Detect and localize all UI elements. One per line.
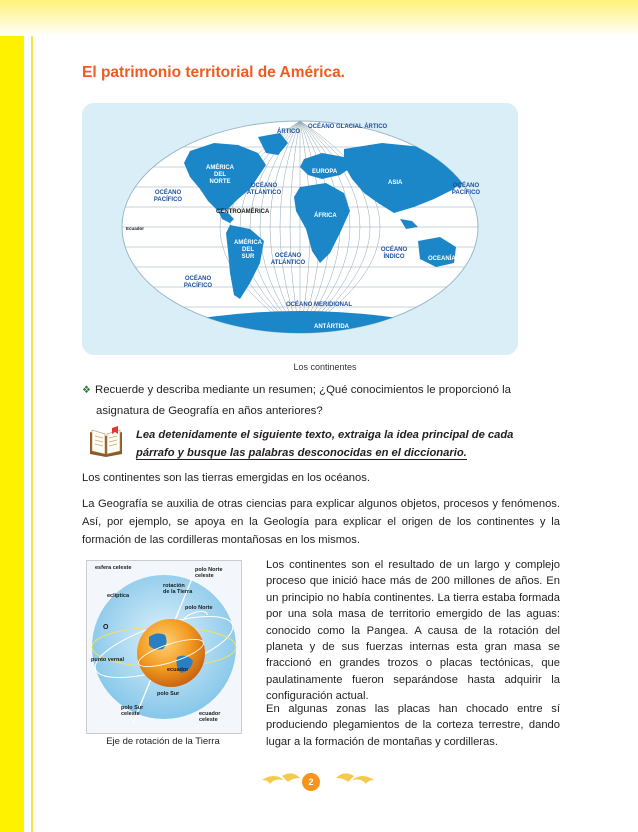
page-title: El patrimonio territorial de América. (82, 64, 345, 81)
side-strip (0, 36, 24, 832)
label-ecuador-map: Ecuador (126, 226, 145, 231)
label-america-sur: AMÉRICA DEL SUR (234, 240, 262, 260)
label-o: O (103, 624, 109, 631)
label-atlantico-s: OCÉANO ATLÁNTICO (270, 253, 306, 266)
label-punto-vernal: punto vernal (91, 657, 125, 663)
world-map (82, 103, 518, 355)
question-line-2: asignatura de Geografía en años anteriores? (96, 405, 323, 417)
label-artico: ÁRTICO (277, 129, 300, 135)
label-polo-sur-celeste: polo Sur celeste (121, 705, 144, 717)
globe-caption: Eje de rotación de la Tierra (106, 736, 220, 747)
label-polo-norte: polo Norte (185, 605, 213, 611)
paragraph-3: Los continentes son el resultado de un largo y complejo proceso que inició hace más de 200 millones de años. En un principio no había continentes. La tierra estaba formada por una sola masa de territorio emergido de las aguas: conocido como la Pangea. A causa de la rotación del planeta y de sus fuerzas internas esta gran masa se fraccionó en grandes trozos o placas tectónicas, que paulatinamente fueron separándose hasta adquirir la configuración actual. (266, 559, 560, 703)
label-centroamerica: CENTROAMÉRICA (216, 209, 270, 215)
earth-axis-figure (86, 560, 242, 734)
label-oceania: OCEANÍA (428, 256, 456, 262)
map-caption: Los continentes (293, 362, 357, 372)
instruction-line-1: Lea detenidamente el siguiente texto, extraiga la idea principal de cada (136, 429, 514, 441)
question (82, 380, 560, 421)
paragraph-4: En algunas zonas las placas han chocado entre sí produciendo plegamientos de la corteza terrestre, dando lugar a la formación de montañas y cordilleras. (266, 703, 560, 748)
page-number: 2 (302, 773, 320, 791)
label-glacial-artico: OCÉANO GLACIAL ÁRTICO (308, 124, 388, 130)
label-antartida: ANTÁRTIDA (314, 324, 349, 330)
label-rotacion: rotación de la Tierra (163, 583, 193, 595)
reading-instruction (136, 426, 560, 462)
question-line-1: Recuerde y describa mediante un resumen; ¿Qué conocimientos le proporcionó la (94, 384, 511, 396)
label-polo-sur: polo Sur (157, 691, 180, 697)
label-europa: EUROPA (312, 169, 338, 175)
label-pacifico-sw: OCÉANO PACÍFICO (183, 276, 213, 289)
open-book-icon (86, 424, 126, 458)
label-polo-norte-celeste: polo Norte celeste (195, 567, 223, 579)
paragraph-1: Los continentes son las tierras emergidas en los océanos. (82, 472, 370, 484)
label-indico: OCÉANO ÍNDICO (380, 247, 408, 260)
label-ecuador-celeste: ecuador celeste (199, 711, 221, 723)
label-ecliptica: eclíptica (107, 593, 130, 599)
top-banner (0, 0, 638, 36)
instruction-line-2: párrafo y busque las palabras desconocidas en el diccionario. (136, 447, 467, 459)
label-asia: ASIA (388, 180, 403, 186)
label-africa: ÁFRICA (314, 213, 337, 219)
label-esfera-celeste: esfera celeste (95, 565, 132, 571)
side-line (31, 36, 33, 832)
world-map-graphic (82, 103, 518, 355)
label-ecuador: ecuador (167, 667, 189, 673)
diamond-bullet-icon: ❖ (82, 385, 91, 396)
label-america-norte: AMÉRICA DEL NORTE (206, 165, 234, 185)
label-atlantico-n: OCÉANO ATLÁNTICO (246, 183, 282, 196)
label-pacifico-w: OCÉANO PACÍFICO (153, 190, 183, 203)
label-pacifico-e: OCÉANO PACÍFICO (451, 183, 481, 196)
paragraph-2: La Geografía se auxilia de otras ciencias para explicar algunos objetos, procesos y fenómenos. Así, por ejemplo, se apoya en la Geología para explicar el origen de los continentes y la formación de las cordilleras montañosas en los mismos. (82, 498, 560, 546)
label-meridional: OCÉANO MERIDIONAL (286, 302, 352, 308)
